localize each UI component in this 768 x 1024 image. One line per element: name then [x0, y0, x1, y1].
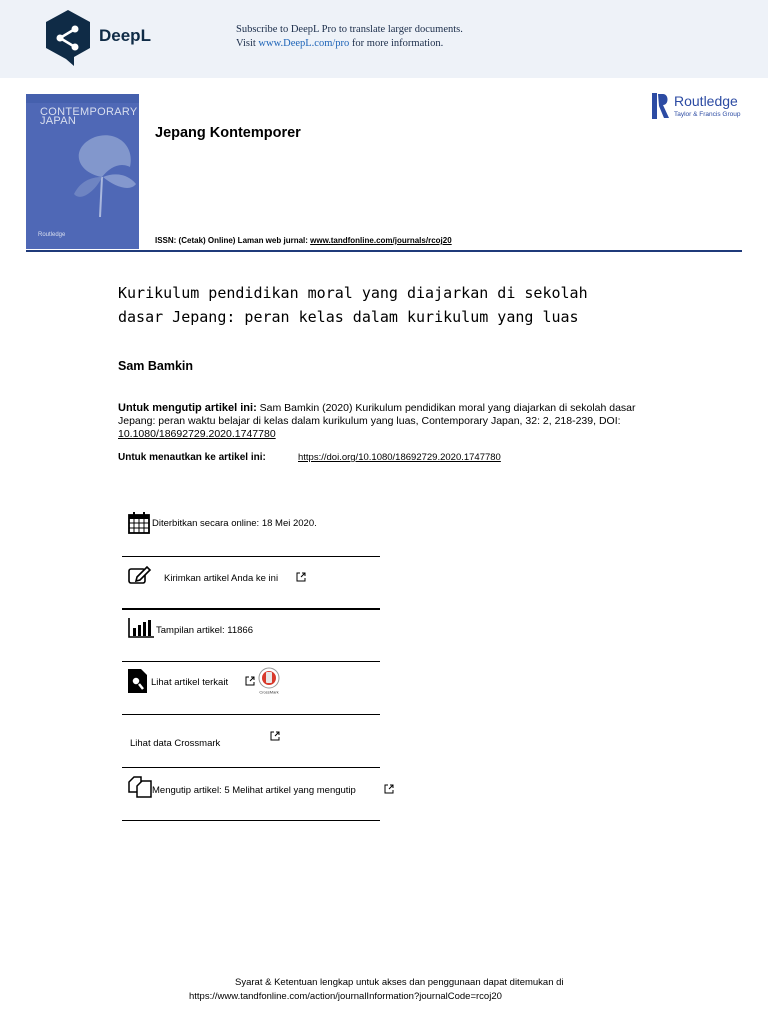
article-link-line [118, 452, 501, 463]
article-title [118, 281, 678, 329]
citation-label: Untuk mengutip artikel ini: [118, 402, 257, 414]
header-divider [26, 250, 742, 252]
external-link-icon [384, 784, 394, 794]
submit-row[interactable] [122, 565, 380, 589]
cover-top-band [26, 94, 139, 103]
deepl-pro-link[interactable]: www.DeepL.com/pro [258, 37, 350, 49]
citing-row[interactable] [122, 776, 380, 802]
routledge-subtitle: Taylor & Francis Group [674, 111, 741, 118]
row-divider [122, 608, 380, 610]
deepl-subscribe-message [236, 23, 463, 50]
deepl-brand-name: DeepL [99, 26, 151, 45]
crossmark-badge-icon[interactable] [258, 667, 280, 695]
row-divider [122, 556, 380, 557]
deepl-line2-suffix: for more information. [349, 37, 444, 49]
citation-block [118, 402, 648, 441]
submit-article-link[interactable]: Kirimkan artikel Anda ke ini [164, 573, 279, 584]
copy-documents-icon [128, 776, 152, 798]
crossmark-row[interactable] [122, 728, 380, 752]
issn-line [155, 236, 452, 245]
crossmark-badge-text: CrossMark [259, 689, 279, 695]
cover-title: CONTEMPORARY JAPAN [40, 106, 138, 127]
article-title-line1: Kurikulum pendidikan moral yang diajarkan di sekolah [118, 284, 588, 302]
row-divider [122, 820, 380, 821]
routledge-logo [652, 92, 747, 122]
journal-cover-image [26, 94, 139, 249]
crossmark-data-link[interactable]: Lihat data Crossmark [130, 738, 221, 749]
deepl-logo-icon [44, 9, 92, 67]
external-link-icon [245, 676, 255, 686]
footer-journal-url[interactable]: https://www.tandfonline.com/action/journalInformation?journalCode=rcoj20 [189, 991, 502, 1002]
article-views: Tampilan artikel: 11866 [156, 625, 253, 636]
deepl-line2-prefix: Visit [236, 37, 259, 49]
external-link-icon [270, 731, 280, 741]
link-label: Untuk menautkan ke artikel ini: [118, 452, 266, 463]
routledge-name: Routledge [674, 93, 738, 109]
related-row[interactable] [122, 667, 380, 697]
external-link-icon [296, 572, 306, 582]
search-document-icon [128, 669, 148, 693]
article-title-line2: dasar Jepang: peran kelas dalam kurikulum yang luas [118, 308, 579, 326]
article-doi-url[interactable]: https://doi.org/10.1080/18692729.2020.1747780 [298, 452, 501, 463]
routledge-r-icon [652, 93, 670, 119]
views-row [122, 618, 380, 642]
calendar-icon [128, 512, 150, 534]
article-author: Sam Bamkin [118, 359, 194, 373]
related-articles-link[interactable]: Lihat artikel terkait [151, 677, 229, 688]
edit-icon [128, 565, 152, 585]
cover-leaf-graphic [70, 132, 139, 222]
bar-chart-icon [128, 618, 154, 638]
row-divider [122, 714, 380, 715]
deepl-message-line2 [236, 37, 463, 51]
published-row [122, 512, 380, 536]
citing-articles-link[interactable]: Mengutip artikel: 5 Melihat artikel yang mengutip [152, 785, 356, 796]
journal-web-link[interactable]: www.tandfonline.com/journals/rcoj20 [310, 236, 452, 245]
citation-doi-link[interactable]: 10.1080/18692729.2020.1747780 [118, 428, 276, 440]
deepl-message-line1: Subscribe to DeepL Pro to translate larger documents. [236, 24, 463, 35]
row-divider [122, 661, 380, 662]
citation-text: Sam Bamkin (2020) Kurikulum pendidikan moral yang diajarkan di sekolah dasar Jepang: peran waktu belajar di kelas dalam kurikulum yang luas, Contemporary Japan, 32: 2, 218-239, DOI: [118, 402, 636, 427]
published-date: Diterbitkan secara online: 18 Mei 2020. [152, 518, 317, 529]
deepl-banner [0, 0, 768, 78]
cover-publisher-logo: Routledge [38, 232, 66, 238]
footer-terms-text: Syarat & Ketentuan lengkap untuk akses dan penggunaan dapat ditemukan di [235, 977, 564, 988]
row-divider [122, 767, 380, 768]
issn-label: ISSN: (Cetak) Online) Laman web jurnal: [155, 236, 311, 245]
journal-title: Jepang Kontemporer [155, 125, 301, 141]
